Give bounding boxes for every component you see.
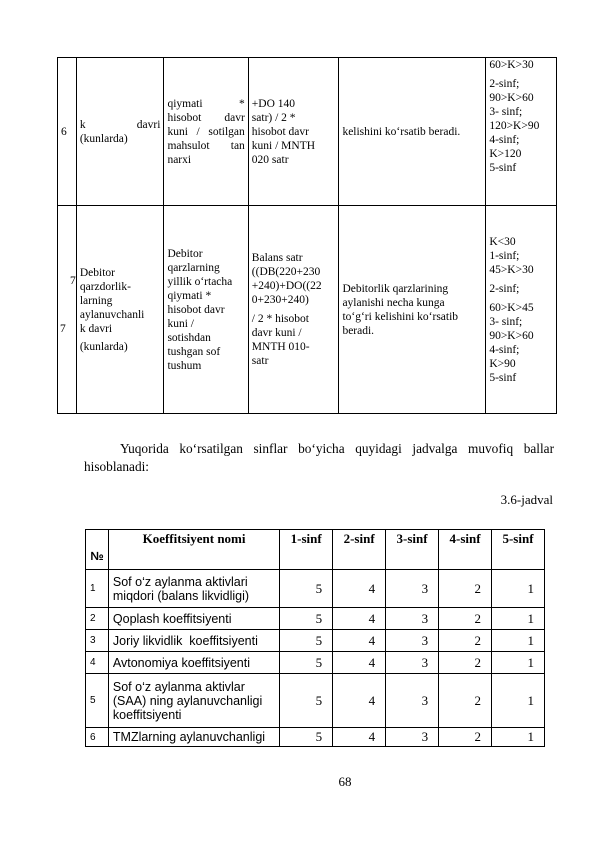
table-row (86, 728, 545, 747)
score-cell: 4 (333, 608, 386, 630)
class-ranges: K<30 1-sinf; 45>K>30 2-sinf; 60>K>45 3- sinf; 90>K>60 4-sinf; K>90 5-sinf (486, 206, 557, 414)
coefficient-name: Qoplash koeffitsiyenti (108, 608, 279, 630)
coefficient-name: Avtonomiya koeffitsiyenti (108, 652, 279, 674)
page-number: 68 (338, 774, 352, 789)
indicator-description: Debitorlik qarzlarining aylanishi necha kunga to‘g‘ri kelishini ko‘rsatib beradi. (339, 206, 486, 414)
table-row (58, 58, 557, 206)
header-class-1: 1-sinf (280, 530, 333, 570)
score-cell: 1 (492, 728, 545, 747)
table-row (86, 570, 545, 608)
header-class-3: 3-sinf (386, 530, 439, 570)
score-cell: 4 (333, 728, 386, 747)
criteria-table (57, 57, 557, 414)
table-label: 3.6-jadval (500, 492, 553, 507)
coefficient-name: Sof o‘z aylanma aktivlari miqdori (balans likvidligi) (108, 570, 279, 608)
body-paragraph: Yuqorida ko‘rsatilgan sinflar bo‘yicha quyidagi jadvalga muvofiq ballar hisoblanadi: (84, 441, 554, 474)
score-cell: 4 (333, 674, 386, 728)
score-cell: 2 (439, 570, 492, 608)
score-cell: 5 (280, 630, 333, 652)
score-cell: 2 (439, 630, 492, 652)
score-cell: 1 (492, 674, 545, 728)
table-row (86, 674, 545, 728)
indicator-name: k davri (kunlarda) (76, 58, 164, 206)
score-cell: 3 (386, 608, 439, 630)
score-cell: 4 (333, 630, 386, 652)
header-name: Koeffitsiyent nomi (108, 530, 279, 570)
score-cell: 2 (439, 652, 492, 674)
row-number: 7 7 (58, 206, 77, 414)
score-cell: 1 (492, 608, 545, 630)
row-number: 5 (86, 674, 109, 728)
table-row (86, 652, 545, 674)
scores-table (85, 529, 545, 747)
row-number: 1 (86, 570, 109, 608)
header-class-2: 2-sinf (333, 530, 386, 570)
score-cell: 5 (280, 728, 333, 747)
score-cell: 1 (492, 570, 545, 608)
score-cell: 2 (439, 608, 492, 630)
header-row (86, 530, 545, 570)
indicator-formula: +DO 140 satr) / 2 * hisobot davr kuni / MNTH 020 satr (248, 58, 339, 206)
row-number: 6 (86, 728, 109, 747)
class-ranges: 60>K>30 2-sinf; 90>K>60 3- sinf; 120>K>90 4-sinf; K>120 5-sinf (486, 58, 557, 206)
score-cell: 1 (492, 652, 545, 674)
header-class-4: 4-sinf (439, 530, 492, 570)
coefficient-name: Joriy likvidlik koeffitsiyenti (108, 630, 279, 652)
coefficient-name: TMZlarning aylanuvchanligi (108, 728, 279, 747)
score-cell: 2 (439, 728, 492, 747)
row-number: 2 (86, 608, 109, 630)
score-cell: 3 (386, 674, 439, 728)
table-row (58, 206, 557, 414)
row-number: 4 (86, 652, 109, 674)
score-cell: 5 (280, 608, 333, 630)
table-row (86, 608, 545, 630)
score-cell: 1 (492, 630, 545, 652)
score-cell: 5 (280, 570, 333, 608)
indicator-value: qiymati * hisobot davr kuni / sotilgan mahsulot tan narxi (164, 58, 248, 206)
score-cell: 2 (439, 674, 492, 728)
indicator-description: kelishini ko‘rsatib beradi. (339, 58, 486, 206)
indicator-name: Debitor qarzdorlik- larning aylanuvchanli k davri (kunlarda) (76, 206, 164, 414)
header-class-5: 5-sinf (492, 530, 545, 570)
indicator-value: Debitor qarzlarning yillik o‘rtacha qiymati * hisobot davr kuni / sotishdan tushgan sof tushum (164, 206, 248, 414)
score-cell: 5 (280, 652, 333, 674)
header-number: № (86, 530, 109, 570)
score-cell: 5 (280, 674, 333, 728)
score-cell: 3 (386, 630, 439, 652)
row-number: 6 (58, 58, 77, 206)
indicator-formula: Balans satr ((DB(220+230 +240)+DO((22 0+230+240) / 2 * hisobot davr kuni / MNTH 010- satr (248, 206, 339, 414)
score-cell: 3 (386, 728, 439, 747)
row-number: 3 (86, 630, 109, 652)
score-cell: 3 (386, 652, 439, 674)
score-cell: 4 (333, 570, 386, 608)
score-cell: 4 (333, 652, 386, 674)
table-row (86, 630, 545, 652)
coefficient-name: Sof o‘z aylanma aktivlar (SAA) ning aylanuvchanligi koeffitsiyenti (108, 674, 279, 728)
score-cell: 3 (386, 570, 439, 608)
